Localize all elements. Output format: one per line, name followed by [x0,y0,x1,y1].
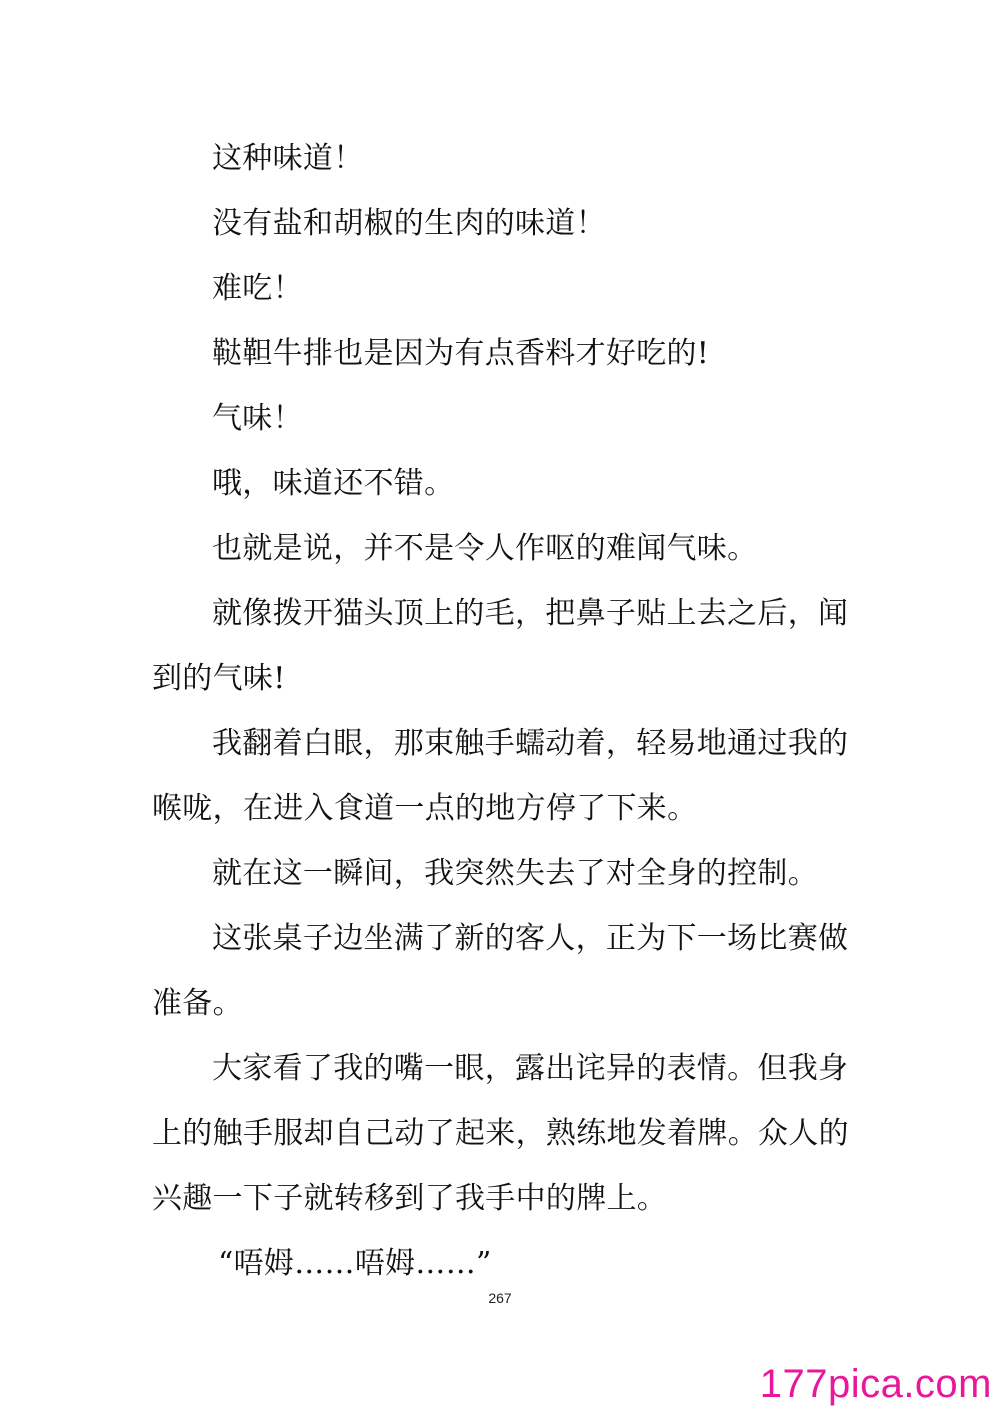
page-body [152,126,852,1296]
paragraph: 也就是说，并不是令人作呕的难闻气味。 [212,531,758,566]
dialogue-paragraph: “唔姆……唔姆……” [218,1246,492,1281]
paragraph: 没有盐和胡椒的生肉的味道！ [212,206,606,241]
paragraph: 鞑靼牛排也是因为有点香料才好吃的! [212,336,710,371]
paragraph: 难吃！ [212,271,303,306]
watermark-logo: 177pica.com [759,1362,992,1406]
paragraph: 这种味道！ [212,141,364,176]
paragraph: 大家看了我的嘴一眼，露出诧异的表情。但我身上的触手服却自己动了起来，熟练地发着牌。众人的兴趣一下子就转移到了我手中的牌上。 [152,1051,849,1216]
paragraph: 就像拨开猫头顶上的毛，把鼻子贴上去之后，闻到的气味! [152,596,849,696]
paragraph: 就在这一瞬间，我突然失去了对全身的控制。 [212,856,818,891]
paragraph: 哦，味道还不错。 [212,466,455,501]
page-number: 267 [488,1290,512,1306]
paragraph: 我翻着白眼，那束触手蠕动着，轻易地通过我的喉咙，在进入食道一点的地方停了下来。 [152,726,849,826]
paragraph: 气味！ [212,401,303,436]
paragraph: 这张桌子边坐满了新的客人，正为下一场比赛做准备。 [152,921,849,1021]
